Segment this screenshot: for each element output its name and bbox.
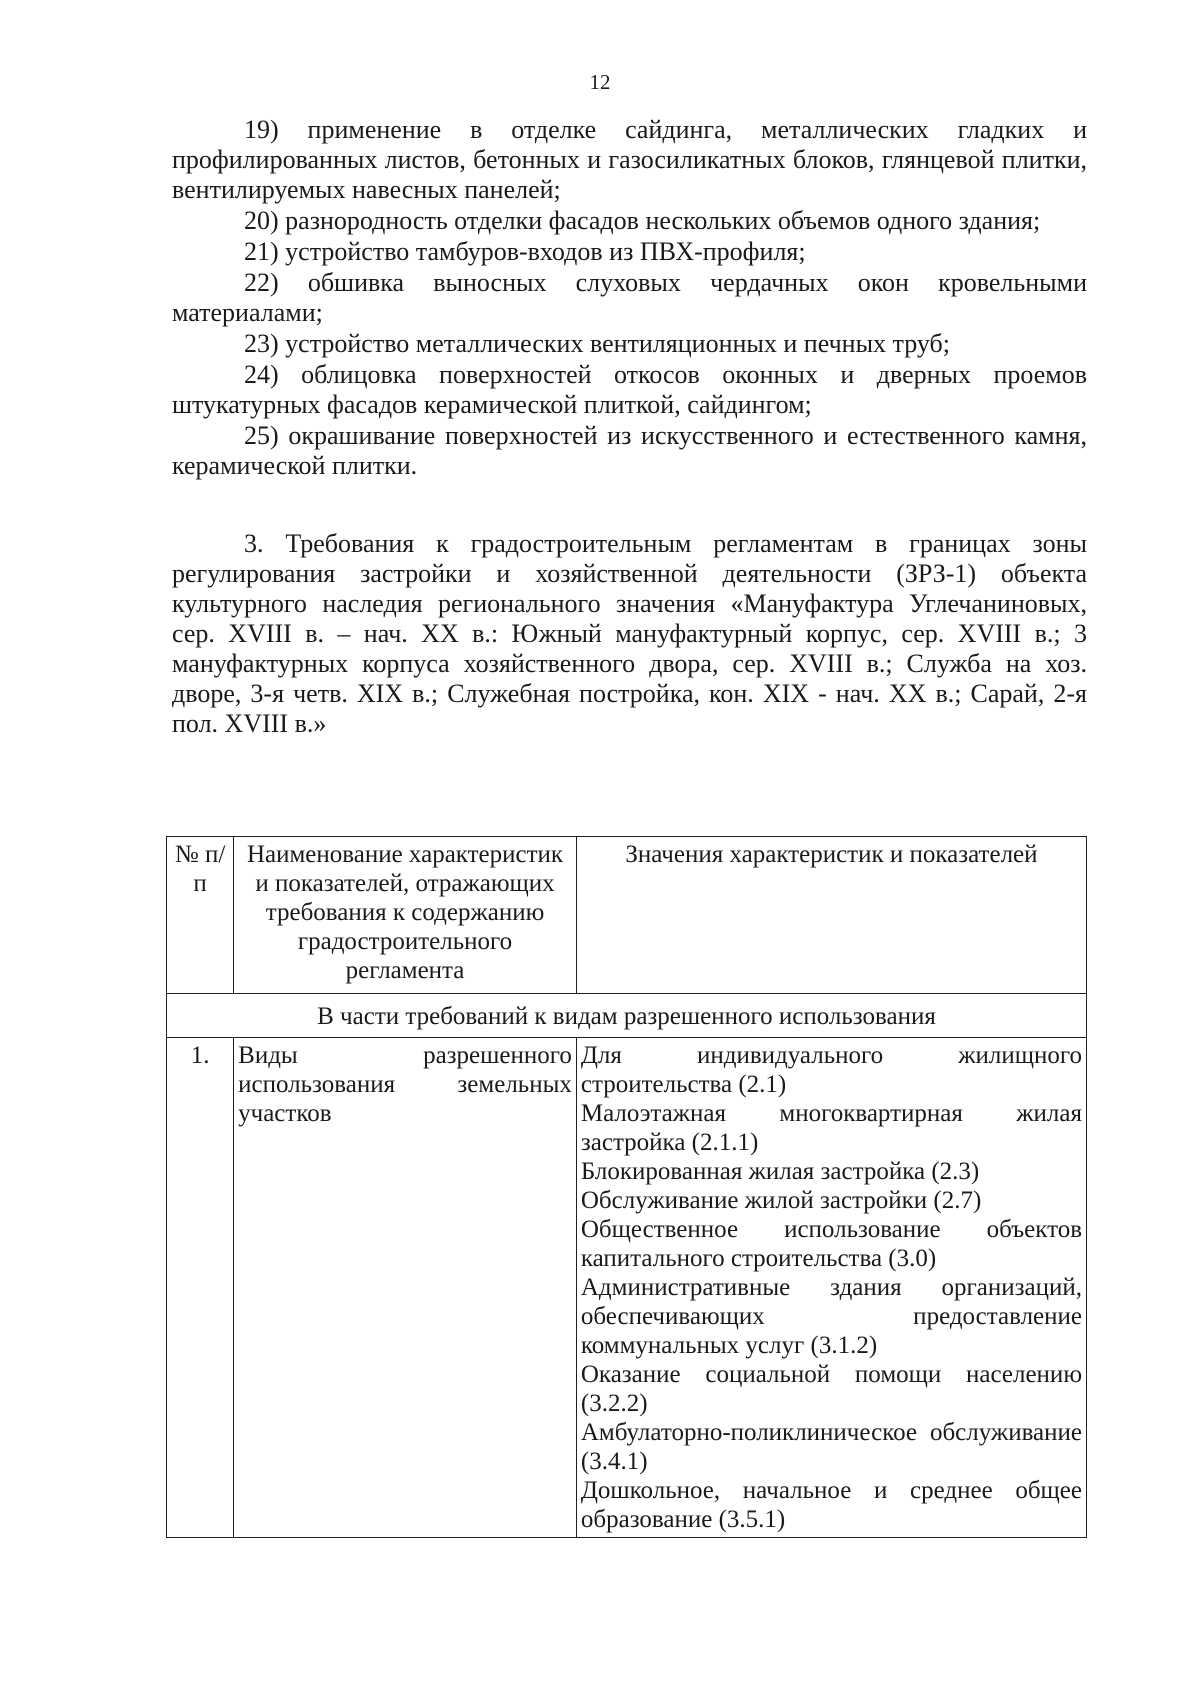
list-item-19: 19) применение в отделке сайдинга, металлических гладких и профилированных листов, бетонных и газосиликатных блоков, глянцевой плитки, вентилируемых навесных панелей; — [172, 115, 1087, 204]
permitted-use-item: Дошкольное, начальное и среднее общее образование (3.5.1) — [580, 1477, 1082, 1533]
row-number: 1. — [167, 1038, 234, 1538]
row-values — [576, 1038, 1086, 1538]
section-heading: 3. Требования к градостроительным регламентам в границах зоны регулирования застройки и хозяйственной деятельности (ЗРЗ-1) объекта культурного наследия регионального значения «Мануфактура Углечаниновых, сер. XVIII в. – нач. XX в.: Южный мануфактурный корпус, сер. XVIII в.; 3 мануфактурных корпуса хозяйственного двора, сер. XVIII в.; Служба на хоз. дворе, 3-я четв. XIX в.; Служебная постройка, кон. XIX - нач. XX в.; Сарай, 2-я пол. XVIII в.» — [172, 529, 1087, 738]
list-item-22: 22) обшивка выносных слуховых чердачных окон кровельными материалами; — [172, 268, 1087, 327]
header-characteristic-value: Значения характеристик и показателей — [576, 837, 1086, 994]
permitted-use-item: Блокированная жилая застройка (2.3) — [580, 1158, 980, 1185]
header-number: № п/п — [167, 837, 234, 994]
permitted-use-item: Административные здания организаций, обеспечивающих предоставление коммунальных услуг (3.1.2) — [580, 1274, 1082, 1359]
table-section-row — [167, 994, 1087, 1038]
table-header-row — [167, 837, 1087, 994]
permitted-use-item: Амбулаторно-поликлиническое обслуживание (3.4.1) — [580, 1419, 1082, 1475]
list-item-23: 23) устройство металлических вентиляционных и печных труб; — [244, 329, 950, 358]
list-item-21: 21) устройство тамбуров-входов из ПВХ-профиля; — [244, 237, 806, 266]
table-row — [167, 1038, 1087, 1538]
body-text — [172, 115, 1087, 739]
permitted-use-item: Обслуживание жилой застройки (2.7) — [580, 1187, 982, 1214]
row-characteristic-name: Виды разрешенного использования земельных участков — [234, 1038, 577, 1538]
permitted-use-item: Для индивидуального жилищного строительства (2.1) — [580, 1042, 1082, 1098]
list-item-24: 24) облицовка поверхностей откосов оконных и дверных проемов штукатурных фасадов керамической плиткой, сайдингом; — [172, 360, 1087, 419]
table-section-title: В части требований к видам разрешенного использования — [167, 994, 1087, 1038]
header-characteristic-name: Наименование характеристик и показателей, отражающих требования к содержанию градостроительного регламента — [234, 837, 577, 994]
permitted-use-item: Малоэтажная многоквартирная жилая застройка (2.1.1) — [580, 1100, 1082, 1156]
permitted-use-item: Оказание социальной помощи населению (3.2.2) — [580, 1361, 1082, 1417]
list-item-20: 20) разнородность отделки фасадов нескольких объемов одного здания; — [244, 206, 1041, 235]
page-number: 12 — [589, 70, 611, 94]
regulation-table — [166, 836, 1087, 1538]
permitted-use-item: Общественное использование объектов капитального строительства (3.0) — [580, 1216, 1082, 1272]
list-item-25: 25) окрашивание поверхностей из искусственного и естественного камня, керамической плитки. — [172, 421, 1087, 480]
